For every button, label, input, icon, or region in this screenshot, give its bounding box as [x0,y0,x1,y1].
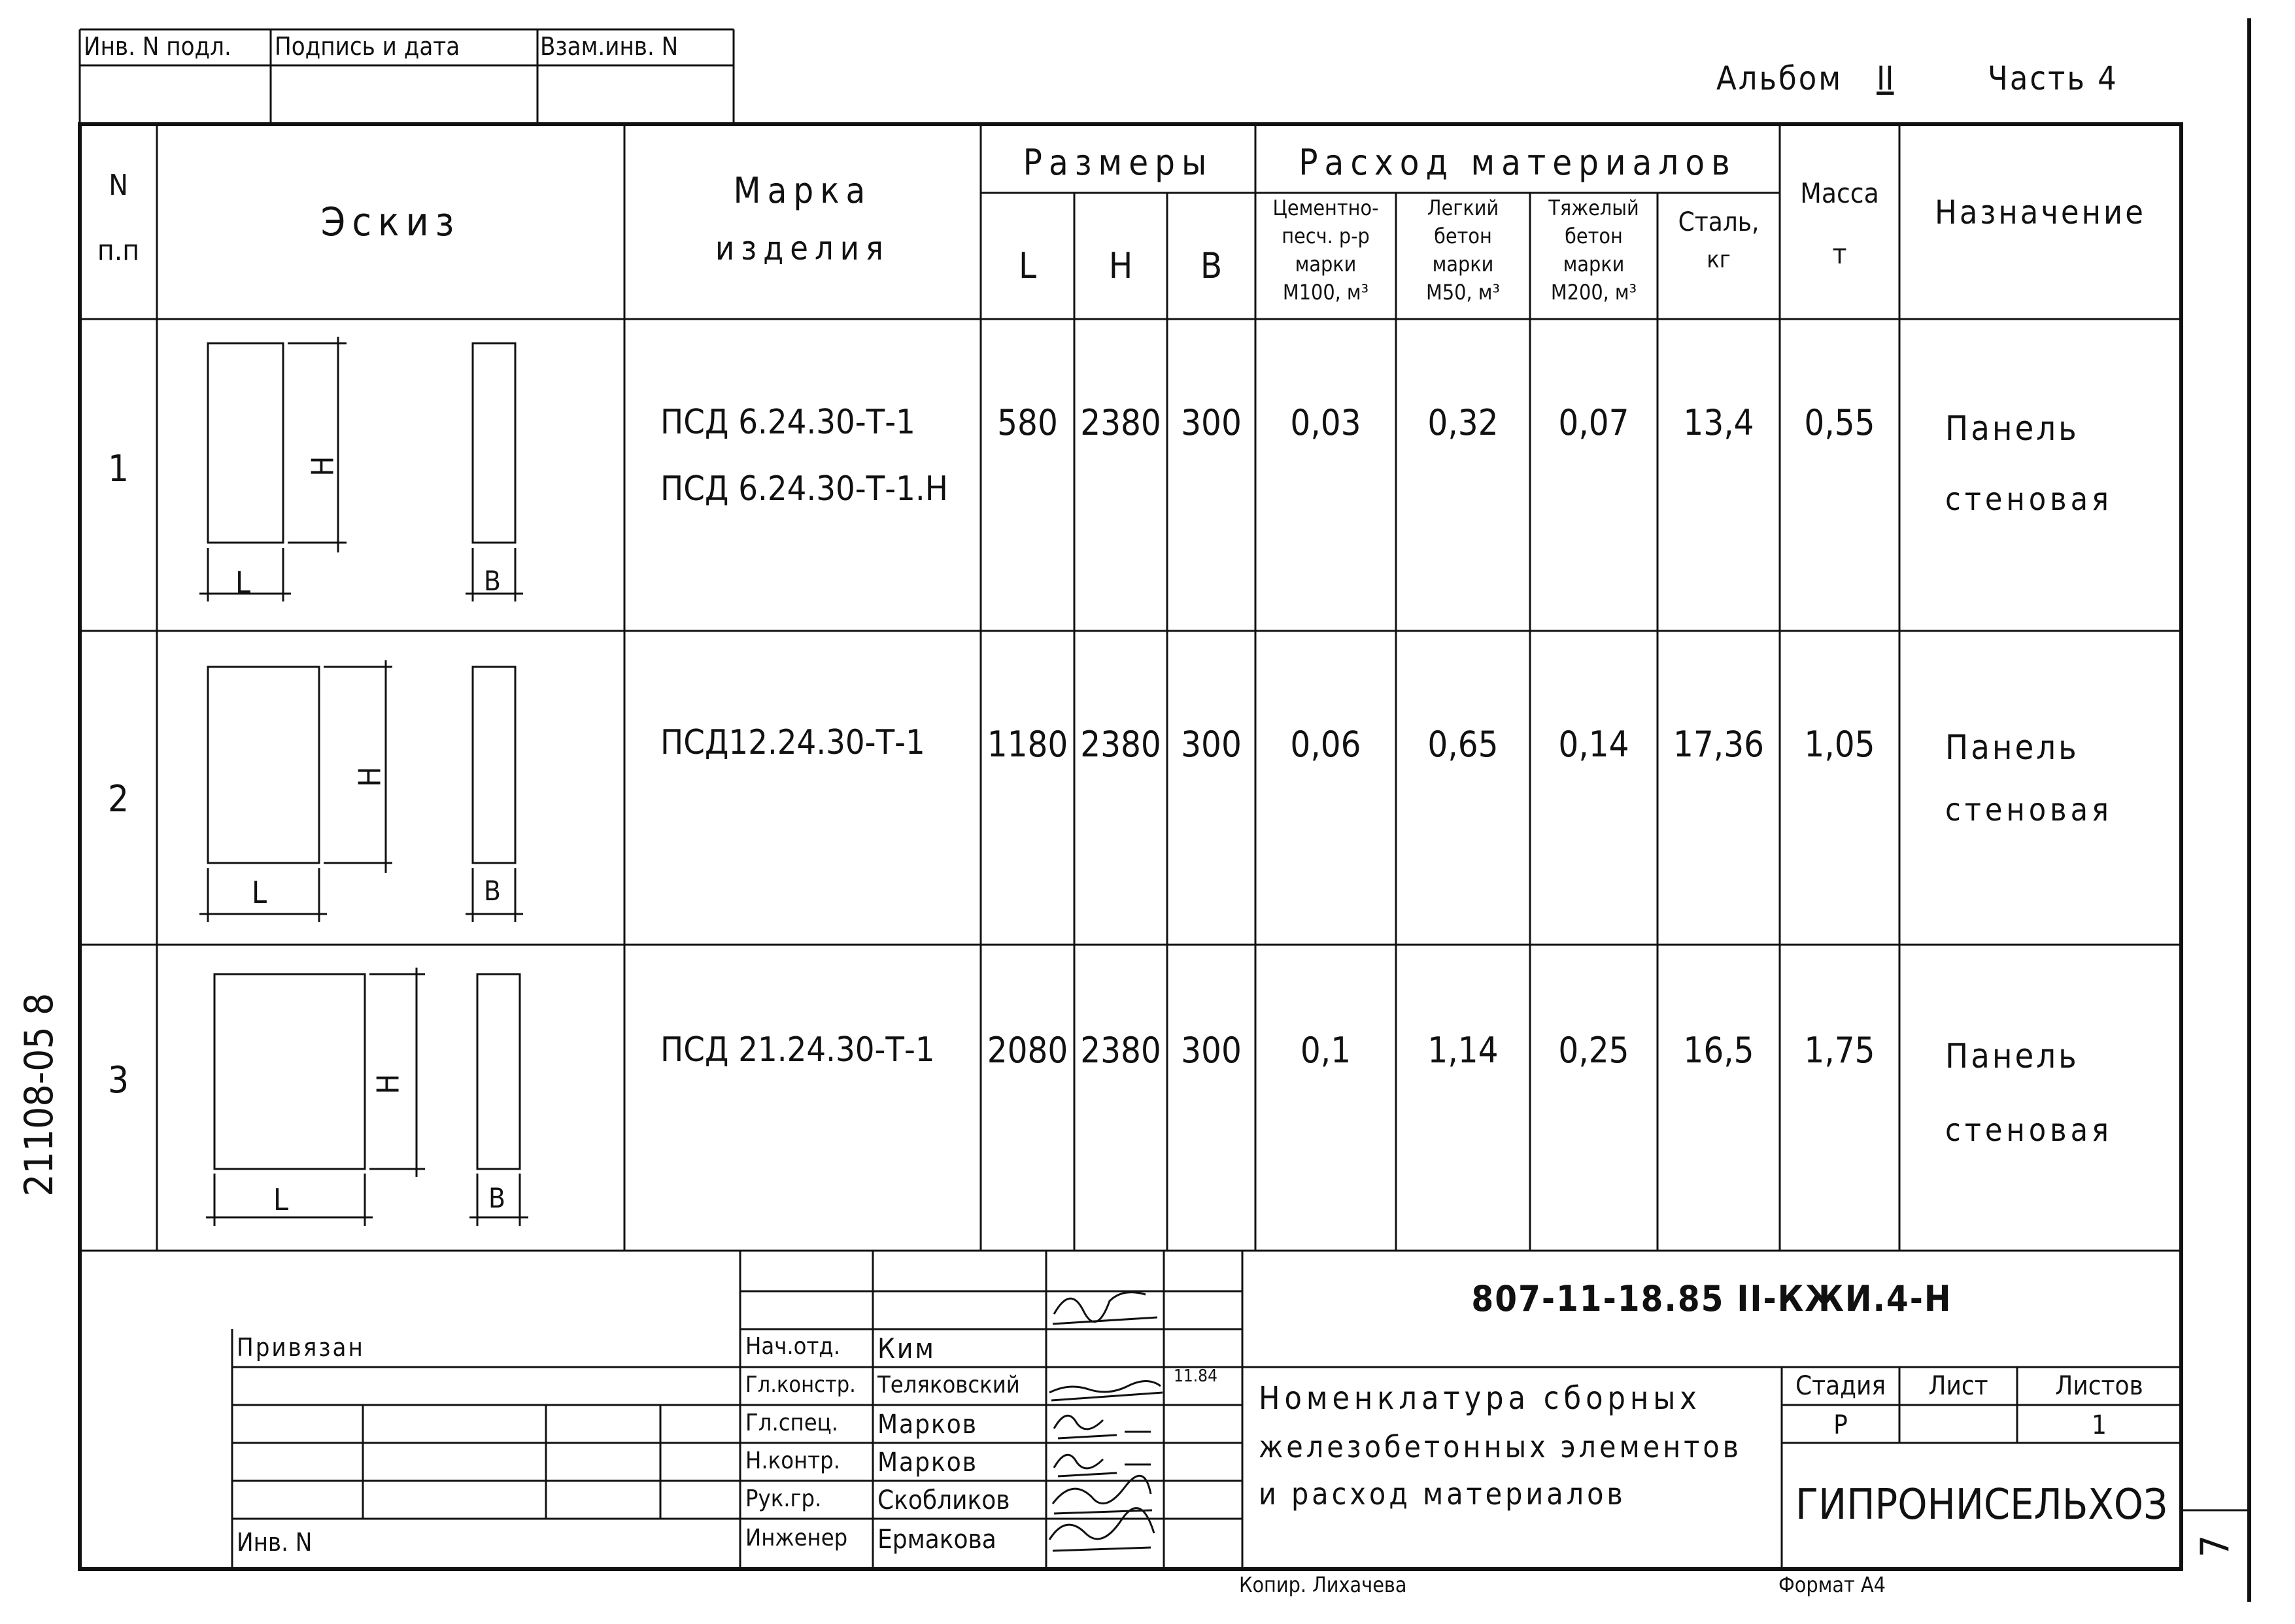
row-2-l: 1180 [987,724,1068,765]
header-light-3: марки [1432,252,1494,277]
row-2-num: 2 [107,778,129,820]
row-3-num: 3 [107,1059,129,1102]
document-code: 807-11-18.85 II-КЖИ.4-Н [1471,1278,1952,1319]
privyazan-label: Привязан [237,1333,365,1362]
header-purpose: Назначение [1935,194,2146,231]
doc-title-line-2: железобетонных элементов [1259,1429,1742,1464]
sheets-label: Листов [2055,1371,2143,1401]
header-mark: Марка [733,170,872,211]
main-frame [80,124,2181,1569]
row-2-cement: 0,06 [1290,724,1361,765]
sheets-value: 1 [2092,1410,2107,1440]
row-3-b: 300 [1181,1030,1242,1071]
header-size-h: H [1108,245,1133,286]
row-1-purpose-2: стеновая [1945,481,2113,518]
header-light-1: Легкий [1427,195,1499,220]
header-mass-1: Масса [1800,177,1879,209]
signer-6-role: Инженер [745,1525,848,1551]
sketch-2-b-label: В [484,875,501,907]
stamp-podpis-data: Подпись и дата [275,32,460,61]
row-1-l: 580 [997,402,1058,443]
row-1-steel: 13,4 [1683,402,1754,443]
signer-2-name: Теляковский [877,1372,1020,1398]
row-1-light: 0,32 [1427,402,1499,443]
sketch-1-h-label: H [305,456,341,477]
header-light-2: бетон [1434,224,1492,248]
signer-4-role: Н.контр. [745,1447,840,1474]
header-mark-2: изделия [715,229,890,267]
header-heavy-4: М200, м³ [1550,280,1637,305]
header-size-b: В [1200,245,1223,286]
row-1-b: 300 [1181,402,1242,443]
row-3-purpose-1: Панель [1945,1037,2079,1076]
row-2-steel: 17,36 [1673,724,1765,765]
page-number: 7 [2192,1534,2238,1558]
sketch-1-l-label: L [235,565,251,600]
header-heavy-3: марки [1563,252,1625,277]
paper-format: Формат А4 [1778,1572,1886,1597]
row-2-purpose-2: стеновая [1945,792,2113,828]
sketch-3-l-label: L [273,1182,289,1217]
row-3-h: 2380 [1080,1030,1161,1071]
sketch-2-l-label: L [252,875,267,910]
sketch-2-h-label: H [352,766,388,787]
header-cement-4: М100, м³ [1282,280,1369,305]
sketch-row-2 [199,660,523,922]
signer-1-role: Нач.отд. [745,1333,840,1360]
row-2-light: 0,65 [1427,724,1499,765]
header-heavy-2: бетон [1565,224,1623,248]
row-2-mass: 1,05 [1804,724,1875,765]
row-3-mass: 1,75 [1804,1030,1875,1071]
copied-by: Копир. Лихачева [1239,1572,1407,1597]
row-1-mark-1: ПСД 6.24.30-Т-1 [660,403,915,442]
header-sizes: Размеры [1023,142,1214,183]
row-3-l: 2080 [987,1030,1068,1071]
part-label: Часть 4 [1988,59,2118,97]
signatures [1049,1293,1163,1551]
sketch-3-b-label: В [488,1182,505,1214]
row-2-purpose-1: Панель [1945,728,2079,768]
album-label: Альбом [1716,59,1843,97]
sketch-1-b-label: В [484,565,501,597]
header-mass-2: т [1832,238,1847,270]
row-2-b: 300 [1181,724,1242,765]
row-1-heavy: 0,07 [1558,402,1629,443]
stage-label: Стадия [1795,1371,1886,1401]
row-1-num: 1 [107,448,129,490]
sheet-label: Лист [1928,1371,1988,1401]
row-2-heavy: 0,14 [1558,724,1629,765]
row-1-purpose-1: Панель [1945,409,2079,448]
header-num-pp: п.п [97,234,140,267]
signer-3-name: Марков [877,1410,978,1440]
sketch-row-3 [206,968,528,1226]
stamp-inv-podl: Инв. N подл. [84,32,231,61]
row-3-heavy: 0,25 [1558,1030,1629,1071]
header-cement-2: песч. р-р [1282,224,1370,248]
header-cement-3: марки [1295,252,1357,277]
header-cement-1: Цементно- [1272,195,1379,220]
signature-date: 11.84 [1174,1366,1217,1386]
row-3-cement: 0,1 [1300,1030,1352,1071]
header-size-l: L [1018,245,1037,286]
inv-n-label: Инв. N [237,1528,313,1557]
row-3-steel: 16,5 [1683,1030,1754,1071]
header-steel-1: Сталь, [1678,207,1760,237]
signer-5-name: Скобликов [877,1485,1010,1515]
header-light-4: М50, м³ [1426,280,1500,305]
doc-title-line-3: и расход материалов [1259,1476,1626,1512]
header-num: N [109,169,128,202]
row-2-h: 2380 [1080,724,1161,765]
header-sketch: Эскиз [320,199,461,245]
side-archive-number: 21108-05 8 [16,992,62,1196]
row-1-mark-2: ПСД 6.24.30-Т-1.Н [660,469,948,509]
stage-value: Р [1833,1410,1848,1440]
row-3-mark-1: ПСД 21.24.30-Т-1 [660,1030,935,1070]
row-1-mass: 0,55 [1804,402,1875,443]
row-1-h: 2380 [1080,402,1161,443]
signer-1-name: Ким [877,1332,936,1364]
header-steel-2: кг [1707,246,1731,273]
signer-3-role: Гл.спец. [745,1410,838,1436]
row-1-cement: 0,03 [1290,402,1361,443]
sketch-row-1 [199,337,523,601]
header-materials: Расход материалов [1299,142,1737,183]
album-number: II [1877,59,1894,97]
row-3-purpose-2: стеновая [1945,1112,2113,1149]
signer-6-name: Ермакова [877,1525,996,1555]
row-2-mark-1: ПСД12.24.30-Т-1 [660,723,925,762]
doc-title-line-1: Номенклатура сборных [1259,1380,1701,1417]
row-3-light: 1,14 [1427,1030,1499,1071]
signer-4-name: Марков [877,1447,978,1478]
header-heavy-1: Тяжелый [1548,195,1639,220]
sketch-3-h-label: H [370,1074,406,1094]
stamp-vzam-inv: Взам.инв. N [540,32,679,61]
signer-2-role: Гл.констр. [745,1372,856,1398]
signer-5-role: Рук.гр. [745,1485,822,1512]
organization-name: ГИПРОНИСЕЛЬХОЗ [1795,1481,2168,1529]
